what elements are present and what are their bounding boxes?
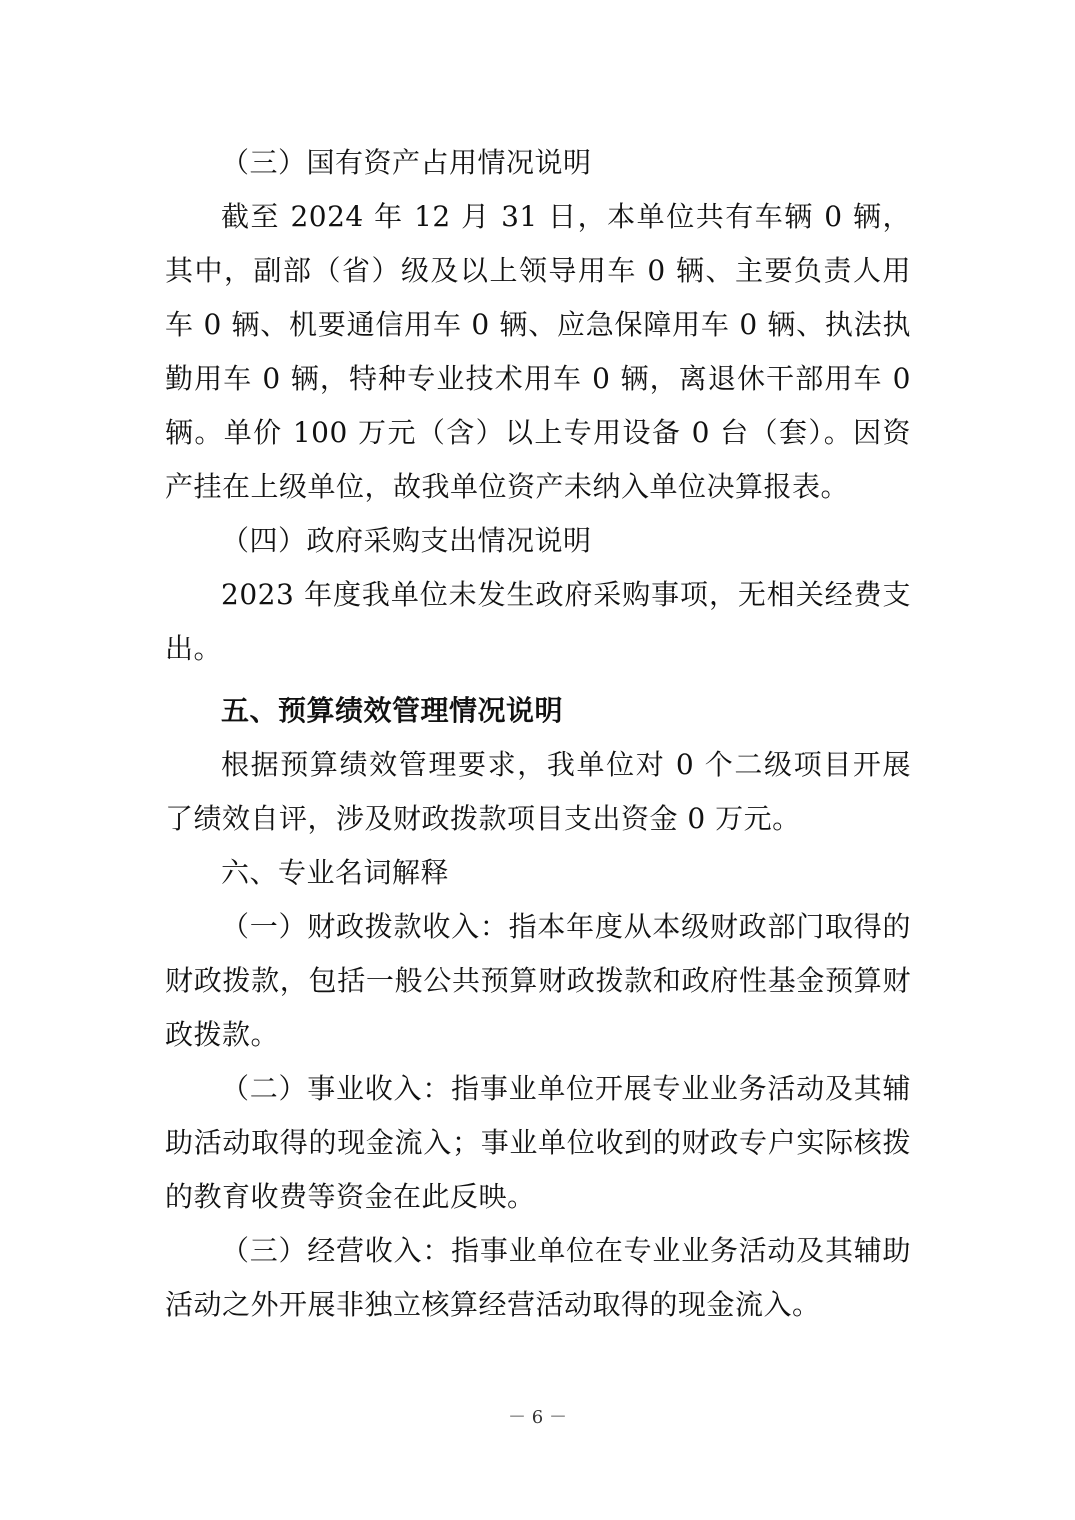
paragraph-performance: 根据预算绩效管理要求，我单位对 0 个二级项目开展了绩效自评，涉及财政拨款项目支出资金 0 万元。 — [165, 748, 911, 835]
paragraph-state-assets: 截至 2024 年 12 月 31 日，本单位共有车辆 0 辆，其中，副部（省）级及以上领导用车 0 辆、主要负责人用车 0 辆、机要通信用车 0 辆、应急保障用车 0 辆、执法执勤用车 0 辆，特种专业技术用车 0 辆，离退休干部用车 0 辆。单价 100 万元（含）以上专用设备 0 台（套）。因资产挂在上级单位，故我单位资产未纳入单位决算报表。 — [165, 200, 911, 503]
paragraph-procurement: 2023 年度我单位未发生政府采购事项，无相关经费支出。 — [165, 578, 911, 665]
glossary-definition: 指事业单位在专业业务活动及其辅助活动之外开展非独立核算经营活动取得的现金流入。 — [165, 1234, 911, 1321]
section-heading-procurement: （四）政府采购支出情况说明 — [221, 524, 592, 557]
section-heading-glossary: 六、专业名词解释 — [221, 856, 450, 889]
page-number: － 6 － — [508, 1407, 567, 1428]
glossary-definition: 指事业单位开展专业业务活动及其辅助活动取得的现金流入；事业单位收到的财政专户实际核拨的教育收费等资金在此反映。 — [165, 1072, 911, 1213]
glossary-definition: 指本年度从本级财政部门取得的财政拨款，包括一般公共预算财政拨款和政府性基金预算财政拨款。 — [165, 910, 911, 1051]
glossary-item-operating-income — [165, 1224, 911, 1332]
glossary-term: （二）事业收入： — [221, 1072, 452, 1105]
glossary-term: （一）财政拨款收入： — [221, 910, 509, 943]
glossary-item-fiscal-appropriation — [165, 900, 911, 1062]
glossary-item-business-income — [165, 1062, 911, 1224]
section-heading-performance: 五、预算绩效管理情况说明 — [221, 694, 564, 727]
glossary-term: （三）经营收入： — [221, 1234, 452, 1267]
section-heading-state-assets: （三）国有资产占用情况说明 — [221, 146, 592, 179]
